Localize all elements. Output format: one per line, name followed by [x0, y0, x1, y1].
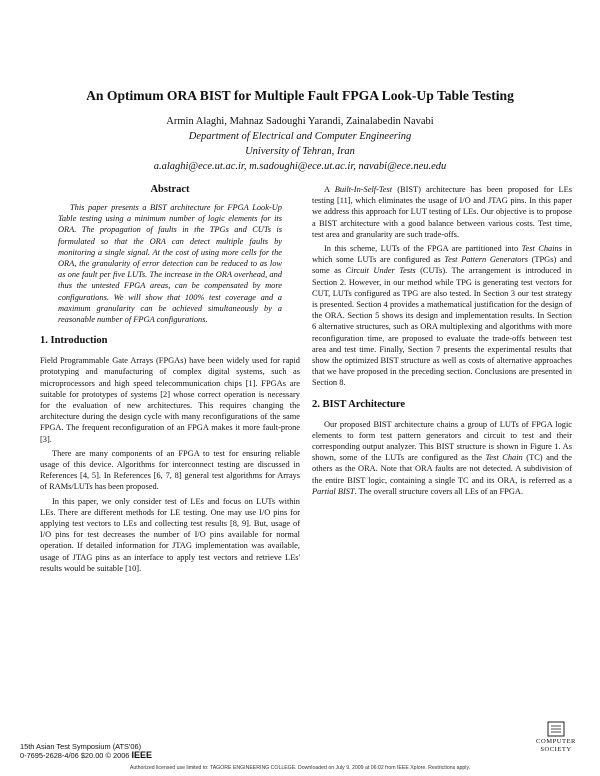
intro-paragraph-2: There are many components of an FPGA to test for ensuring reliable usage of this device. Algorithms for interconnect testing are discussed in References [4, 5]. In References [6, 7, 8] general test algorithms for Arrays of RAMs/LUTs has been proposed. — [40, 448, 300, 492]
abstract-heading: Abstract — [150, 184, 190, 195]
author-university: University of Tehran, Iran — [245, 146, 355, 157]
intro-paragraph-3: In this paper, we only consider test of LEs and focus on LUTs within LEs. There are different methods for LE testing. One may use I/O pins for applying test vectors to LEs and collecting test results [8, 9]. But, usage of I/O pins for test decreases the number of I/O pins available for normal operation. If detailed information for JTAG implementation was available, usage of JTAG pins as an interface to apply test vectors and retrieve LEs' results would be suitable [10]. — [40, 496, 300, 573]
footer-conference: 15th Asian Test Symposium (ATS'06) — [20, 742, 142, 751]
license-notice: Authorized licensed use limited to: TAGORE ENGINEERING COLLEGE. Downloaded on July 9, 2009 at 06:02 from IEEE Xplore. Restrictions apply. — [129, 765, 471, 771]
section-2-heading: 2. BIST Architecture — [312, 398, 406, 410]
intro-paragraph-1: Field Programmable Gate Arrays (FPGAs) have been widely used for rapid prototyping and manufacturing of complex digital systems, such as microprocessors and high speed telecommunication chips [1]. FPGAs are suitable for prototypes of systems [2] whose correct operation is necessary for the evaluation of new architectures. This requires changing the architecture during the design cycle with many reconfigurations of the same FPGA. The frequent reconfiguration of an FPGA makes it more fault-prone [3]. — [40, 356, 300, 444]
author-names: Armin Alaghi, Mahnaz Sadoughi Yarandi, Zainalabedin Navabi — [166, 116, 434, 127]
abstract-text: This paper presents a BIST architecture for FPGA Look-Up Table testing using a minimum number of logic elements for its ORA. The propagation of faults in the TPGs and CUTs is formulated so that the ORA can detect multiple faults by monitoring a single signal. At the cost of using more cells for the ORA, the granularity of error detection can be reduced to as low as one fault per five LUTs. The increase in the ORA overhead, and thus the untested FPGA areas, can be compensated by more configurations. We will show that 100% test coverage and a maximum granularity can be achieved simultaneously by a reasonable number of FPGA configurations. — [58, 203, 282, 325]
author-department: Department of Electrical and Computer Engineering — [188, 131, 412, 142]
author-block — [40, 114, 560, 174]
footer-isbn-line: 0-7695-2628-4/06 $20.00 © 2006 IEEE — [20, 750, 152, 760]
section-2-paragraph: Our proposed BIST architecture chains a group of LUTs of FPGA logic elements to form test pattern generators and circuit to test and their corresponding output analyzer. This BIST structure is shown in Figure 1. As shown, some of the LUTs are configured as the Test Chain (TC) and the others as the ORA. Note that ORA faults are not detected. A subdivision of the entire BIST logic, containing a single TC and its ORA, is referred as a Partial BIST. The overall structure covers all LEs of an FPGA. — [312, 419, 573, 496]
section-1-heading: 1. Introduction — [40, 335, 108, 347]
computer-society-text: COMPUTER SOCIETY — [536, 738, 576, 753]
ieee-logo: IEEE — [131, 750, 152, 760]
paper-title: An Optimum ORA BIST for Multiple Fault FPGA Look-Up Table Testing — [86, 88, 514, 103]
right-paragraph-2: In this scheme, LUTs of the FPGA are partitioned into Test Chains in which some LUTs are configured as Test Pattern Generators (TPGs) and some as Circuit Under Tests (CUTs). The arrangement is introduced in Section 2. However, in our method while TPG is generating test vectors for CUT, LUTs configured as TPG are also tested. In Section 3 our test strategy is presented. Section 4 provides a mathematical justification for the design of the ORA. Section 5 shows its design and implementation results. In Section 6 alternative structures, such as ORA multiplexing and algorithms with more reconfiguration time, are proposed to evaluate the trade-offs between test area and test time. Finally, Section 7 presents the experimental results that show the optimized BIST structure as well as costs of alternative approaches that we have proposed in the preceding section. Conclusions are presented in Section 8. — [312, 244, 572, 388]
left-column — [40, 184, 300, 577]
right-column — [312, 184, 572, 500]
footer-conference-info — [20, 742, 152, 760]
author-emails: a.alaghi@ece.ut.ac.ir, m.sadoughi@ece.ut.ac.ir, navabi@ece.neu.edu — [153, 161, 447, 172]
right-paragraph-1: A Built-In-Self-Test (BIST) architecture has been proposed for LEs testing [11], which eliminates the usage of I/O and JTAG pins. In this paper we address this approach for LUT testing of LEs. Our objective is to propose a BIST architecture with a good balance between various costs. Test time, test area and granularity are such trade-offs. — [312, 185, 572, 239]
